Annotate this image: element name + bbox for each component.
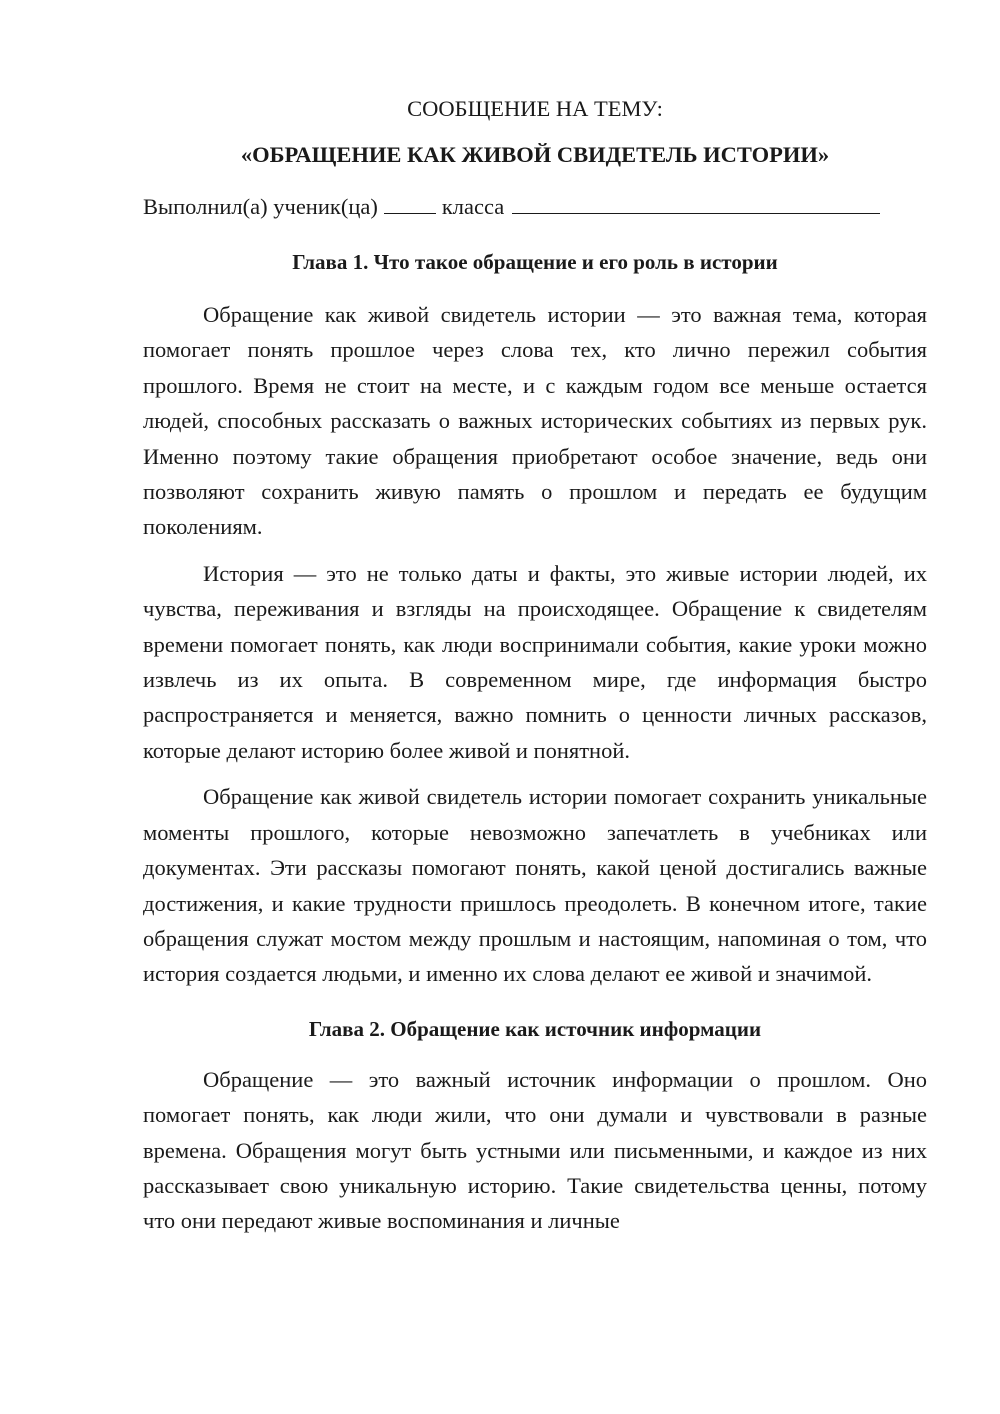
- chapter-1-paragraph-2: История — это не только даты и факты, это живые истории людей, их чувства, переживания и взгляды на происходящее. Обращение к свидетелям времени помогает понять, как люди воспринимали события, какие уроки можно извлечь из их опыта. В современном мире, где информация быстро распространяется и меняется, важно помнить о ценности личных рассказов, которые делают историю более живой и понятной.: [143, 560, 927, 763]
- author-name-blank: [512, 193, 880, 214]
- author-class-word: класса: [441, 194, 505, 219]
- chapter-1-paragraph-1: Обращение как живой свидетель истории — это важная тема, которая помогает понять прошлое через слова тех, кто лично пережил события прошлого. Время не стоит на месте, и с каждым годом все меньше остается людей, способных рассказать о важных исторических событиях из первых рук. Именно поэтому такие обращения приобретают особое значение, ведь они позволяют сохранить живую память о прошлом и передать ее будущим поколениям.: [143, 302, 927, 540]
- document-title-line-1: СООБЩЕНИЕ НА ТЕМУ:: [407, 96, 663, 121]
- author-line: [143, 190, 927, 224]
- document-page: [143, 92, 927, 1239]
- chapter-2-heading: Глава 2. Обращение как источник информации: [308, 1016, 762, 1041]
- chapter-1-paragraph-3: Обращение как живой свидетель истории помогает сохранить уникальные моменты прошлого, которые невозможно запечатлеть в учебниках или документах. Эти рассказы помогают понять, какой ценой достигались важные достижения, и какие трудности пришлось преодолеть. В конечном итоге, такие обращения служат мостом между прошлым и настоящим, напоминая о том, что история создается людьми, и именно их слова делают ее живой и значимой.: [143, 784, 927, 987]
- chapter-1-heading: Глава 1. Что такое обращение и его роль в истории: [292, 250, 778, 274]
- document-title-line-2: «ОБРАЩЕНИЕ КАК ЖИВОЙ СВИДЕТЕЛЬ ИСТОРИИ»: [240, 142, 830, 167]
- class-number-blank: [384, 193, 436, 214]
- author-prefix: Выполнил(а) ученик(ца): [143, 194, 378, 219]
- chapter-2-paragraph-1: Обращение — это важный источник информации о прошлом. Оно помогает понять, как люди жили, что они думали и чувствовали в разные времена. Обращения могут быть устными или письменными, и каждое из них рассказывает свою уникальную историю. Такие свидетельства ценны, потому что они передают живые воспоминания и личные: [143, 1066, 927, 1234]
